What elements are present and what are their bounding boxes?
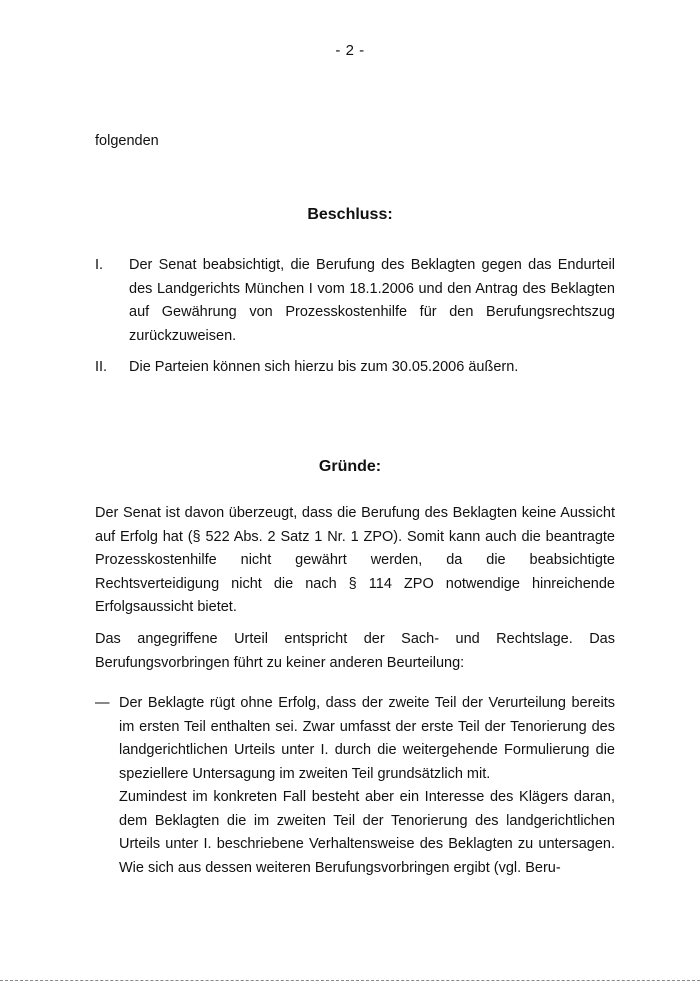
bullet-text-part-1: Der Beklagte rügt ohne Erfolg, dass der zweite Teil der Verurteilung bereits im ersten Teil enthalten sei. Zwar umfasst der erste Teil der Tenorierung des landgerichtlichen Urteils unter I. durch die weitergehende Formulierung die speziellere Untersagung im zweiten Teil grundsätzlich mit.	[119, 695, 615, 782]
beschluss-heading: Beschluss:	[307, 206, 393, 223]
item-number: I.	[95, 257, 104, 273]
gruende-paragraph-1: Der Senat ist davon überzeugt, dass die Berufung des Beklagten keine Aussicht auf Erfolg hat (§ 522 Abs. 2 Satz 1 Nr. 1 ZPO). Somit kann auch die beantragte Prozesskostenhilfe nicht gewährt werden, da die beabsichtigte Rechtsverteidigung nicht die nach § 114 ZPO notwendige hinreichende Erfolgsaussicht bietet.	[95, 505, 615, 615]
gruende-bullet	[95, 692, 615, 880]
beschluss-item-2	[95, 356, 615, 380]
page-number: - 2 -	[335, 42, 365, 59]
gruende-heading: Gründe:	[318, 458, 382, 475]
dash-marker: —	[95, 695, 110, 711]
gruende-paragraph-2: Das angegriffene Urteil entspricht der Sach- und Rechtslage. Das Berufungsvorbringen führt zu keiner anderen Beurteilung:	[95, 631, 615, 671]
item-number: II.	[95, 359, 108, 375]
footer-rule	[0, 980, 700, 981]
beschluss-item-1	[95, 254, 615, 348]
item-text: Der Senat beabsichtigt, die Berufung des Beklagten gegen das Endurteil des Landgerichts München I vom 18.1.2006 und den Antrag des Beklagten auf Gewährung von Prozesskostenhilfe für den Berufungsrechtszug zurückzuweisen.	[129, 257, 615, 344]
intro-text: folgenden	[95, 133, 159, 149]
bullet-text	[119, 692, 615, 880]
bullet-text-part-2: Zumindest im konkreten Fall besteht aber ein Interesse des Klägers daran, dem Beklagten die im zweiten Teil der Tenorierung des landgerichtlichen Urteils unter I. beschriebene Verhaltensweise des Beklagten zu untersagen. Wie sich aus dessen weiteren Berufungsvorbringen ergibt (vgl. Beru-	[119, 789, 615, 876]
item-text: Die Parteien können sich hierzu bis zum 30.05.2006 äußern.	[129, 359, 519, 375]
